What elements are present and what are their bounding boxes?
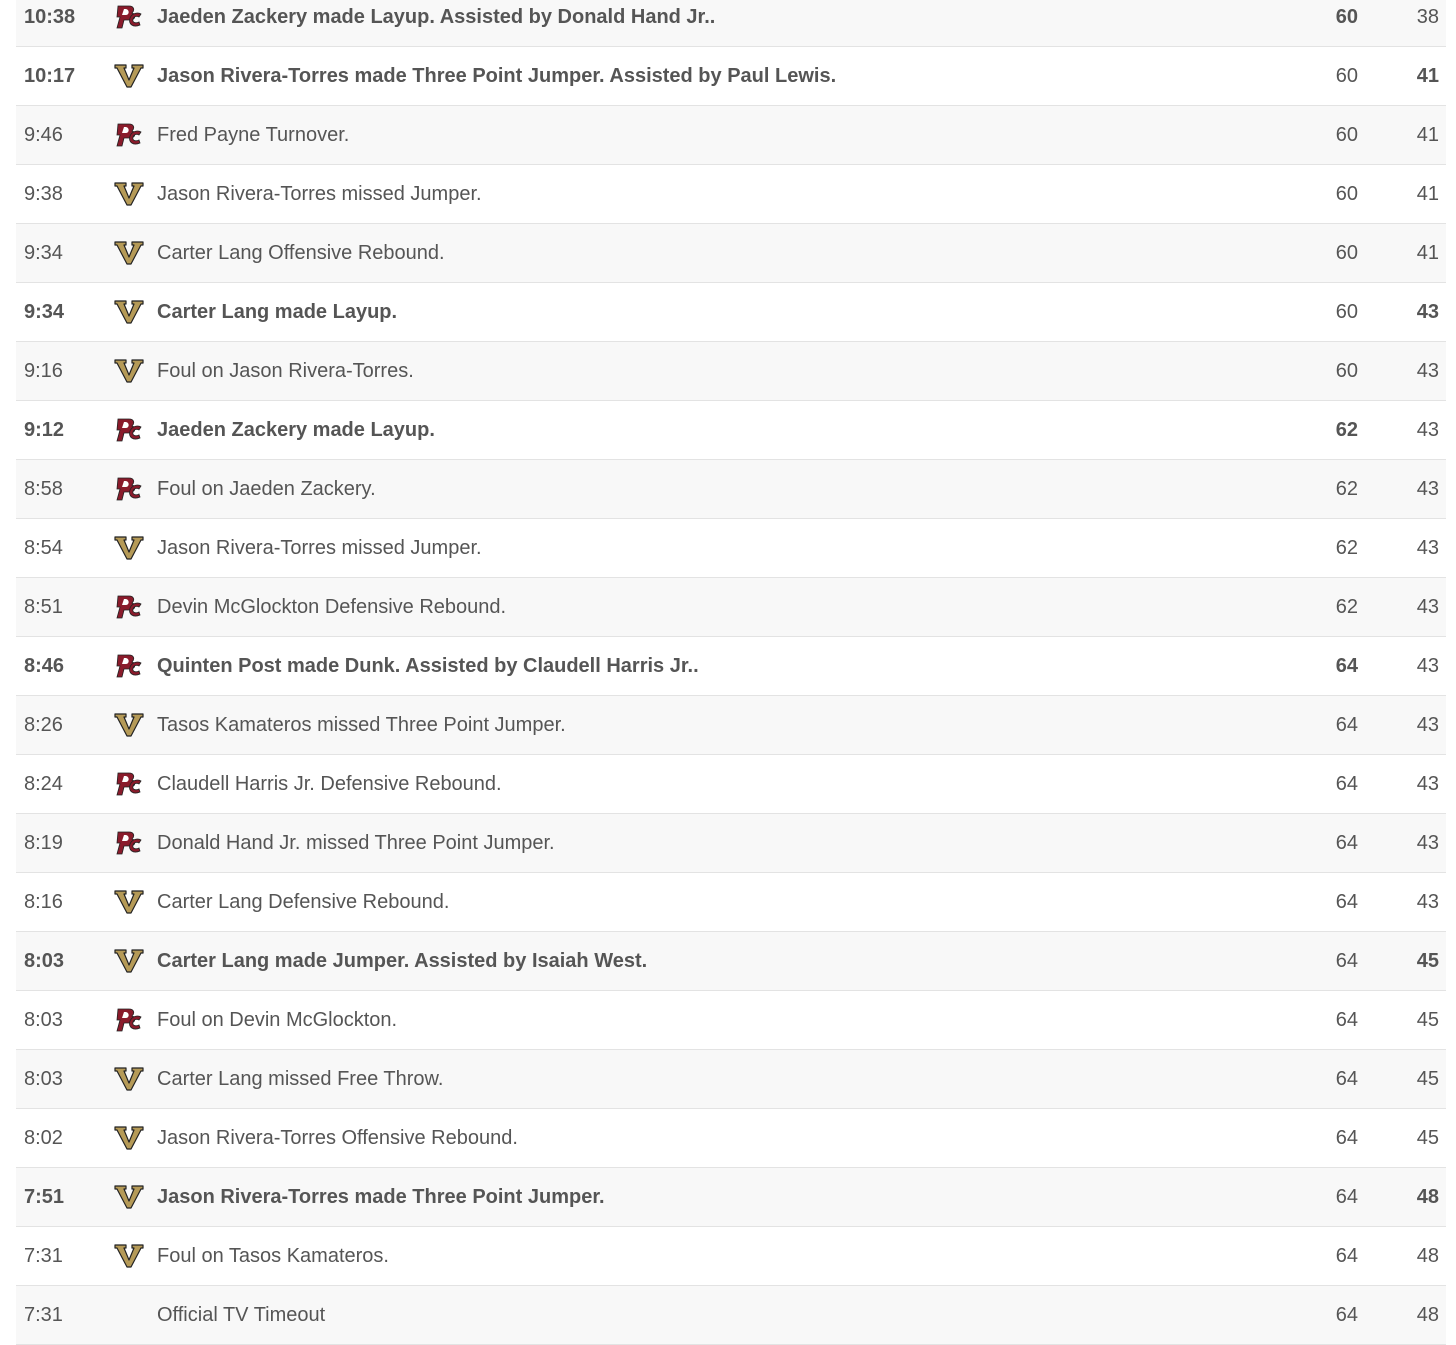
play-row-9 [16,519,1446,578]
play-row-11 [16,637,1446,696]
away-score: 43 [1416,478,1439,500]
play-row-16 [16,932,1446,991]
away-score: 43 [1416,714,1439,736]
home-score: 64 [1335,1245,1358,1267]
play-description: Quinten Post made Dunk. Assisted by Claudell Harris Jr.. [157,655,699,677]
play-description: Foul on Jason Rivera-Torres. [157,360,414,382]
play-row-8 [16,460,1446,519]
home-score: 60 [1335,360,1358,382]
home-score: 60 [1335,65,1358,87]
play-description: Jason Rivera-Torres missed Jumper. [157,537,482,559]
away-score: 43 [1416,537,1439,559]
play-time: 8:58 [24,478,63,500]
away-score: 43 [1416,832,1439,854]
home-score: 60 [1335,6,1358,28]
play-time: 8:03 [24,950,65,972]
away-score: 43 [1416,773,1439,795]
away-score: 45 [1416,1068,1439,1090]
away-score: 45 [1416,1009,1439,1031]
away-score: 45 [1416,1127,1439,1149]
play-description: Foul on Devin McGlockton. [157,1009,398,1031]
boston-college-logo-icon [112,578,146,636]
play-row-0 [16,0,1446,47]
play-description: Carter Lang missed Free Throw. [157,1068,444,1090]
play-time: 9:16 [24,360,63,382]
home-score: 64 [1335,655,1358,677]
play-time: 10:17 [24,65,76,87]
home-score: 62 [1335,537,1358,559]
home-score: 64 [1335,1304,1358,1326]
play-row-12 [16,696,1446,755]
play-description: Jason Rivera-Torres made Three Point Jumper. Assisted by Paul Lewis. [157,65,837,87]
home-score: 64 [1335,1127,1358,1149]
home-score: 60 [1335,124,1358,146]
vanderbilt-logo-icon [112,165,146,223]
away-score: 41 [1416,242,1439,264]
play-time: 8:19 [24,832,63,854]
play-time: 8:16 [24,891,63,913]
away-score: 43 [1416,891,1439,913]
home-score: 60 [1335,242,1358,264]
play-description: Official TV Timeout [157,1304,326,1326]
home-score: 64 [1335,891,1358,913]
play-time: 7:31 [24,1245,63,1267]
vanderbilt-logo-icon [112,47,146,105]
play-row-15 [16,873,1446,932]
vanderbilt-logo-icon [112,1109,146,1167]
play-row-5 [16,283,1446,342]
play-description: Jaeden Zackery made Layup. [157,419,435,441]
home-score: 60 [1335,301,1358,323]
play-description: Carter Lang made Jumper. Assisted by Isaiah West. [157,950,648,972]
play-description: Claudell Harris Jr. Defensive Rebound. [157,773,502,795]
play-row-6 [16,342,1446,401]
play-row-14 [16,814,1446,873]
play-row-7 [16,401,1446,460]
play-time: 9:38 [24,183,63,205]
play-time: 8:46 [24,655,65,677]
play-description: Jason Rivera-Torres made Three Point Jumper. [157,1186,605,1208]
play-description: Foul on Tasos Kamateros. [157,1245,389,1267]
home-score: 60 [1335,183,1358,205]
home-score: 64 [1335,832,1358,854]
home-score: 62 [1335,419,1358,441]
play-time: 9:46 [24,124,63,146]
play-row-20 [16,1168,1446,1227]
play-description: Fred Payne Turnover. [157,124,350,146]
play-time: 8:24 [24,773,63,795]
play-time: 8:03 [24,1009,63,1031]
play-description: Tasos Kamateros missed Three Point Jumper. [157,714,566,736]
play-row-10 [16,578,1446,637]
vanderbilt-logo-icon [112,696,146,754]
play-by-play-list [16,0,1446,1345]
home-score: 62 [1335,478,1358,500]
home-score: 64 [1335,1068,1358,1090]
home-score: 64 [1335,714,1358,736]
away-score: 43 [1416,655,1439,677]
play-description: Carter Lang made Layup. [157,301,398,323]
home-score: 62 [1335,596,1358,618]
away-score: 41 [1416,65,1439,87]
boston-college-logo-icon [112,0,146,46]
play-row-22 [16,1286,1446,1345]
play-row-2 [16,106,1446,165]
vanderbilt-logo-icon [112,342,146,400]
play-row-18 [16,1050,1446,1109]
play-description: Foul on Jaeden Zackery. [157,478,376,500]
play-row-3 [16,165,1446,224]
play-time: 10:38 [24,6,76,28]
away-score: 38 [1416,6,1439,28]
no-team-logo [112,1286,146,1344]
vanderbilt-logo-icon [112,873,146,931]
home-score: 64 [1335,773,1358,795]
away-score: 43 [1416,419,1439,441]
vanderbilt-logo-icon [112,224,146,282]
vanderbilt-logo-icon [112,1050,146,1108]
play-row-1 [16,47,1446,106]
away-score: 41 [1416,183,1439,205]
play-time: 9:12 [24,419,65,441]
play-description: Carter Lang Defensive Rebound. [157,891,450,913]
play-description: Jason Rivera-Torres missed Jumper. [157,183,482,205]
play-row-19 [16,1109,1446,1168]
away-score: 43 [1416,596,1439,618]
boston-college-logo-icon [112,106,146,164]
away-score: 41 [1416,124,1439,146]
home-score: 64 [1335,1186,1358,1208]
play-description: Devin McGlockton Defensive Rebound. [157,596,507,618]
play-description: Jaeden Zackery made Layup. Assisted by Donald Hand Jr.. [157,6,716,28]
play-time: 9:34 [24,242,63,264]
play-row-13 [16,755,1446,814]
play-time: 8:26 [24,714,63,736]
play-row-4 [16,224,1446,283]
vanderbilt-logo-icon [112,519,146,577]
away-score: 43 [1416,301,1439,323]
play-time: 7:31 [24,1304,63,1326]
boston-college-logo-icon [112,814,146,872]
boston-college-logo-icon [112,755,146,813]
vanderbilt-logo-icon [112,1168,146,1226]
play-time: 8:54 [24,537,63,559]
boston-college-logo-icon [112,637,146,695]
play-description: Carter Lang Offensive Rebound. [157,242,445,264]
play-time: 8:51 [24,596,63,618]
home-score: 64 [1335,950,1358,972]
play-time: 8:03 [24,1068,63,1090]
play-row-21 [16,1227,1446,1286]
vanderbilt-logo-icon [112,1227,146,1285]
play-description: Donald Hand Jr. missed Three Point Jumper. [157,832,555,854]
boston-college-logo-icon [112,401,146,459]
boston-college-logo-icon [112,460,146,518]
play-row-17 [16,991,1446,1050]
vanderbilt-logo-icon [112,932,146,990]
away-score: 45 [1416,950,1439,972]
vanderbilt-logo-icon [112,283,146,341]
away-score: 48 [1416,1304,1439,1326]
play-time: 7:51 [24,1186,65,1208]
away-score: 43 [1416,360,1439,382]
play-description: Jason Rivera-Torres Offensive Rebound. [157,1127,518,1149]
play-time: 8:02 [24,1127,63,1149]
away-score: 48 [1416,1245,1439,1267]
home-score: 64 [1335,1009,1358,1031]
away-score: 48 [1416,1186,1439,1208]
play-time: 9:34 [24,301,65,323]
boston-college-logo-icon [112,991,146,1049]
